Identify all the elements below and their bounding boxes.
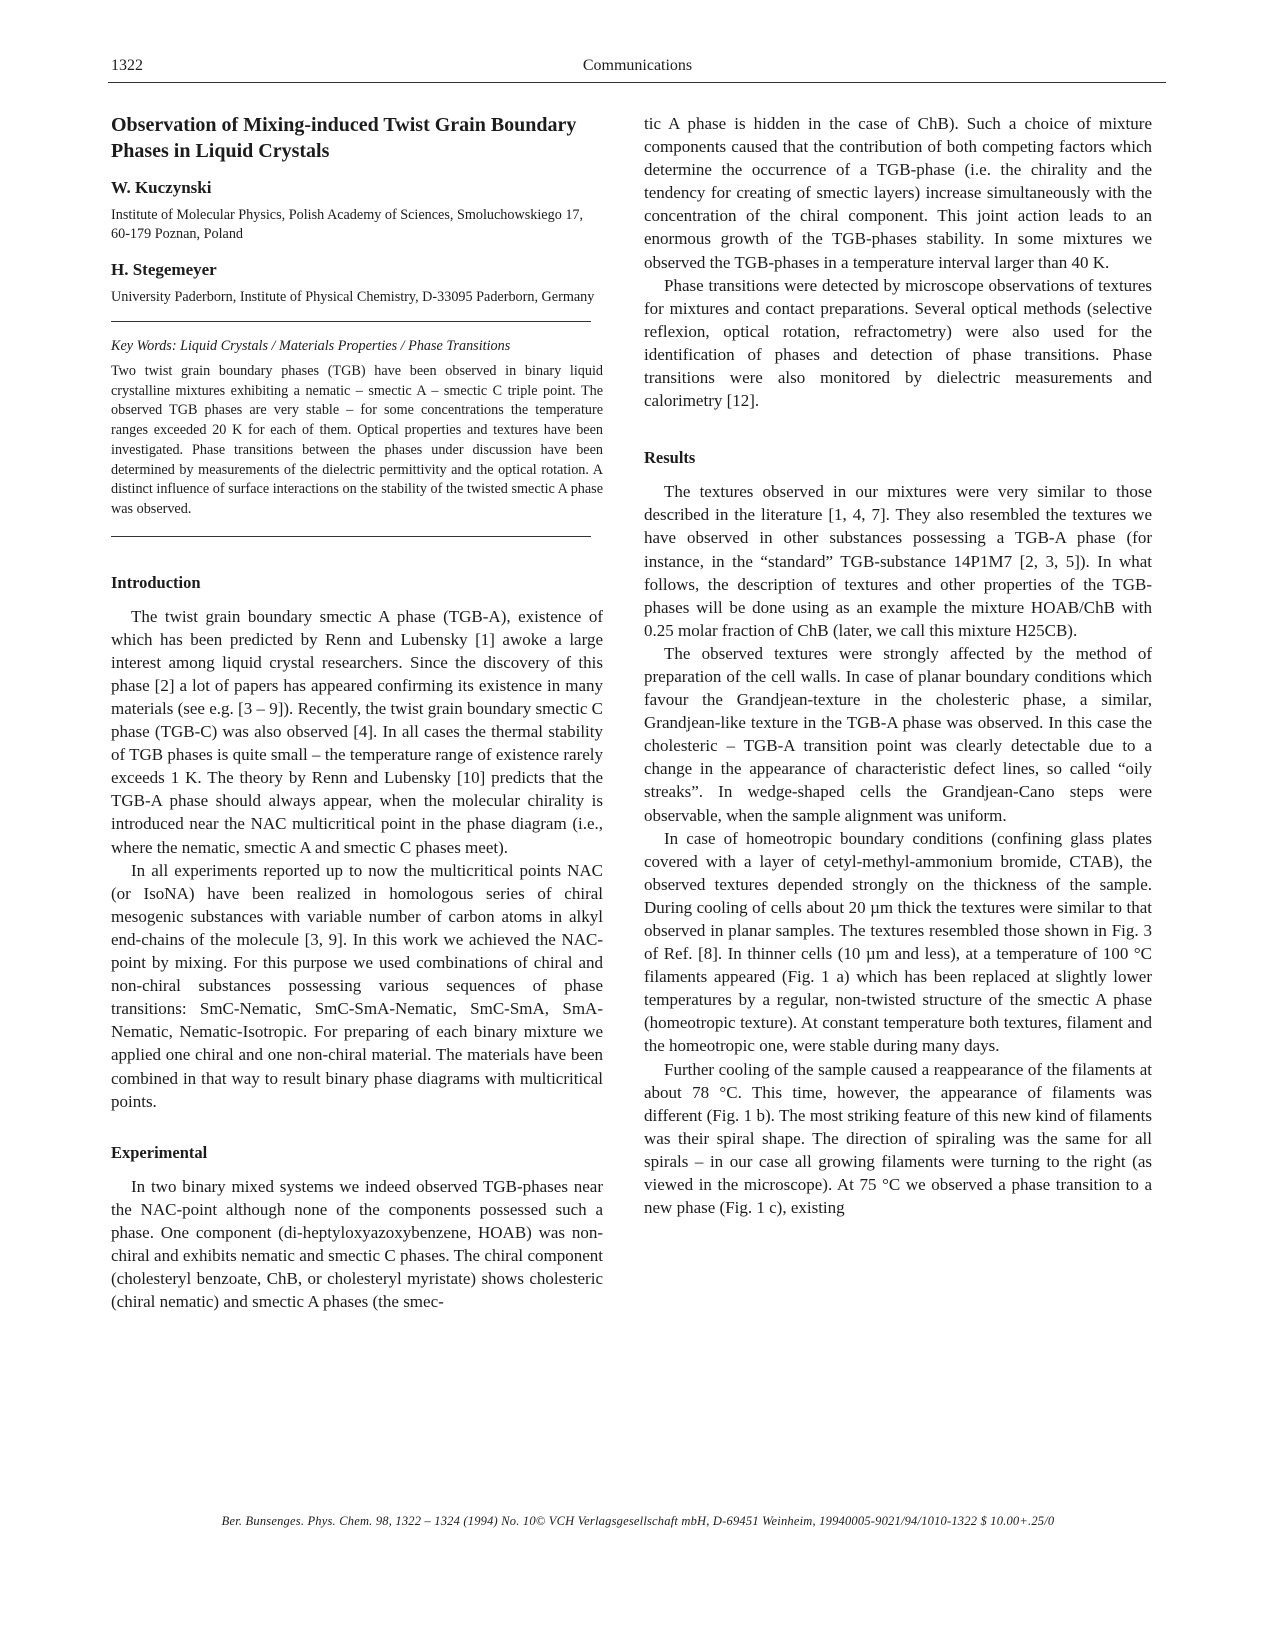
left-column	[111, 112, 603, 1313]
body-paragraph: Further cooling of the sample caused a reappearance of the filaments at about 78 °C. This time, however, the appearance of filaments was different (Fig. 1 b). The most striking feature of this new kind of filaments was their spiral shape. The direction of spiraling was the same for all spirals – in our case all growing filaments were turning to the right (as viewed in the microscope). At 75 °C we observed a phase transition to a new phase (Fig. 1 c), existing	[644, 1059, 1152, 1218]
section-heading-experimental: Experimental	[111, 1142, 208, 1162]
abstract: Two twist grain boundary phases (TGB) have been observed in binary liquid crystalline mixtures exhibiting a nematic – smectic A – smectic C triple point. The observed TGB phases are very stable – for some concentrations the temperature ranges exceeded 20 K for each of them. Optical properties and textures have been investigated. Phase transitions between the phases under discussion have been determined by measurements of the dielectric permittivity and the optical rotation. A distinct influence of surface interactions on the stability of the twisted smectic A phase was observed.	[111, 363, 603, 517]
body-paragraph: The twist grain boundary smectic A phase (TGB-A), existence of which has been predicted by Renn and Lubensky [1] awoke a large interest among liquid crystal researchers. Since the discovery of this phase [2] a lot of papers has appeared confirming its existence in many materials (see e.g. [3 – 9]). Recently, the twist grain boundary smectic C phase (TGB-C) was also observed [4]. In all cases the thermal stability of TGB phases is quite small – the temperature range of existence rarely exceeds 1 K. The theory by Renn and Lubensky [10] predicts that the TGB-A phase should always appear, when the molecular chirality is introduced near the NAC multicritical point in the phase diagram (i.e., where the nematic, smectic A and smectic C phases meet).	[111, 606, 603, 857]
right-column	[644, 112, 1152, 1219]
body-paragraph: In all experiments reported up to now the multicritical points NAC (or IsoNA) have been realized in homologous series of chiral mesogenic substances with variable number of carbon atoms in alkyl end-chains of the molecule [3, 9]. In this work we achieved the NAC-point by mixing. For this purpose we used combinations of chiral and non-chiral substances possessing various sequences of phase transitions: SmC-Nematic, SmC-SmA-Nematic, SmC-SmA, SmA-Nematic, Nematic-Isotropic. For preparing of each binary mixture we applied one chiral and one non-chiral material. The materials have been combined in that way to result binary phase diagrams with multicritical points.	[111, 860, 603, 1111]
body-paragraph: In case of homeotropic boundary conditions (confining glass plates covered with a layer of cetyl-methyl-ammonium bromide, CTAB), the observed textures depended strongly on the thickness of the sample. During cooling of cells about 20 µm thick the textures were similar to that observed in planar samples. The textures resembled those shown in Fig. 3 of Ref. [8]. In thinner cells (10 µm and less), at a temperature of 100 °C filaments appeared (Fig. 1 a) which has been replaced at slightly lower temperatures by a regular, non-twisted structure of the smectic A phase (homeotropic texture). At constant temperature both textures, filament and the homeotropic one, were stable during many days.	[644, 828, 1152, 1056]
journal-footer: Ber. Bunsenges. Phys. Chem. 98, 1322 – 1324 (1994) No. 10© VCH Verlagsgesellschaft mbH, D-69451 Weinheim, 19940005-9021/94/1010-1322 $ 10.00+.25/0	[221, 1514, 1055, 1528]
keywords: Key Words: Liquid Crystals / Materials Properties / Phase Transitions	[111, 338, 511, 354]
page-number: 1322	[111, 57, 143, 74]
body-paragraph: The textures observed in our mixtures were very similar to those described in the literature [1, 4, 7]. They also resembled the textures we have observed in other substances possessing a TGB-A phase (for instance, in the “standard” TGB-substance 14P1M7 [2, 3, 5]). In what follows, the description of textures and other properties of the TGB-phases will be done using as an example the mixture HOAB/ChB with 0.25 molar fraction of ChB (later, we call this mixture H25CB).	[644, 482, 1152, 640]
author-name: H. Stegemeyer	[111, 260, 217, 279]
author-affiliation: University Paderborn, Institute of Physical Chemistry, D-33095 Paderborn, Germany	[111, 289, 595, 305]
author-name: W. Kuczynski	[111, 178, 212, 197]
author-affiliation: Institute of Molecular Physics, Polish Academy of Sciences, Smoluchowskiego 17, 60-179 Poznan, Poland	[111, 207, 584, 242]
section-heading-introduction: Introduction	[111, 572, 201, 592]
abstract-bottom-rule	[111, 536, 591, 537]
running-header: Communications	[582, 57, 693, 74]
body-paragraph: tic A phase is hidden in the case of ChB). Such a choice of mixture components caused that the contribution of both competing factors which determine the occurrence of a TGB-phase (i.e. the chirality and the tendency for creating of smectic layers) increase simultaneously with the concentration of the chiral component. This joint action leads to an enormous growth of the TGB-phases stability. In some mixtures we observed the TGB-phases in a temperature interval larger than 40 K.	[644, 114, 1152, 272]
header-rule	[108, 82, 1166, 83]
abstract-top-rule	[111, 321, 591, 322]
section-heading-results: Results	[644, 448, 696, 468]
body-paragraph: In two binary mixed systems we indeed observed TGB-phases near the NAC-point although none of the components possessed such a phase. One component (di-heptyloxyazoxybenzene, HOAB) was non-chiral and exhibits nematic and smectic C phases. The chiral component (cholesteryl benzoate, ChB, or cholesteryl myristate) shows cholesteric (chiral nematic) and smectic A phases (the smec-	[111, 1176, 603, 1312]
body-paragraph: Phase transitions were detected by microscope observations of textures for mixtures and contact preparations. Several optical methods (selective reflexion, optical rotation, refractometry) were also used for the identification of phases and detection of phase transitions. Phase transitions were also monitored by dielectric measurements and calorimetry [12].	[644, 275, 1152, 411]
article-title: Observation of Mixing-induced Twist Grain Boundary Phases in Liquid Crystals	[111, 114, 577, 162]
body-paragraph: The observed textures were strongly affected by the method of preparation of the cell walls. In case of planar boundary conditions which favour the Grandjean-texture in the cholesteric phase, a similar, Grandjean-like texture in the TGB-A phase was observed. In this case the cholesteric – TGB-A transition point was clearly detectable due to a change in the appearance of characteristic defect lines, so called “oily streaks”. In wedge-shaped cells the Grandjean-Cano steps were observable, when the sample alignment was uniform.	[644, 643, 1152, 825]
